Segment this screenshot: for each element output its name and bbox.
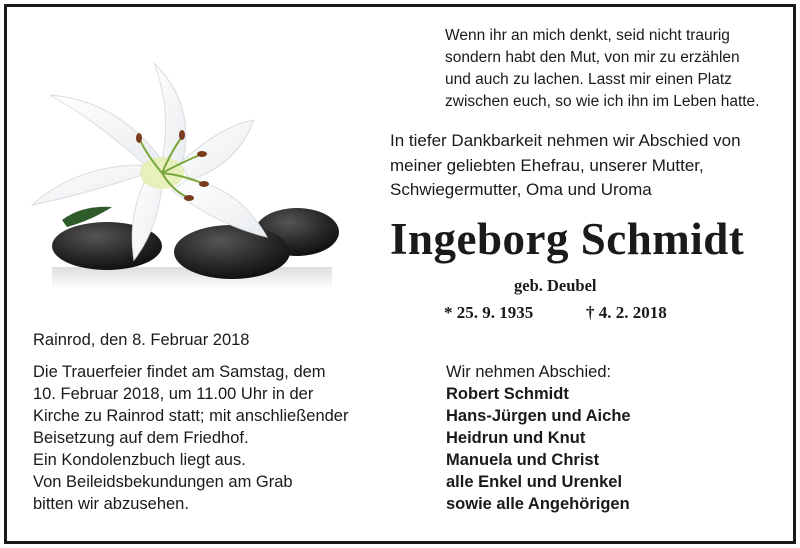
birth-date: * 25. 9. 1935 — [444, 303, 534, 322]
poem-line: Wenn ihr an mich denkt, seid nicht traurig — [445, 27, 730, 44]
service-line: Von Beileidsbekundungen am Grab — [33, 473, 293, 491]
service-line: Beisetzung auf dem Friedhof. — [33, 429, 249, 447]
gratitude-text — [390, 129, 741, 203]
mourner-name: alle Enkel und Urenkel — [446, 473, 623, 491]
gratitude-line: In tiefer Dankbarkeit nehmen wir Abschied von — [390, 131, 741, 150]
poem-line: und auch zu lachen. Lasst mir einen Platz — [445, 71, 732, 88]
service-line: Kirche zu Rainrod statt; mit anschließender — [33, 407, 349, 425]
funeral-service-info — [33, 361, 348, 515]
death-date: † 4. 2. 2018 — [586, 303, 667, 322]
poem-line: zwischen euch, so wie ich ihn im Leben hatte. — [445, 93, 760, 110]
life-dates — [444, 302, 667, 324]
gratitude-line: Schwiegermutter, Oma und Uroma — [390, 180, 652, 199]
service-line: Ein Kondolenzbuch liegt aus. — [33, 451, 246, 469]
service-line: Die Trauerfeier findet am Samstag, dem — [33, 363, 326, 381]
mourner-name: Robert Schmidt — [446, 385, 569, 403]
mourner-name: sowie alle Angehörigen — [446, 495, 630, 513]
place-date: Rainrod, den 8. Februar 2018 — [33, 331, 250, 349]
mourner-name: Hans-Jürgen und Aiche — [446, 407, 631, 425]
lily-on-stones-image — [22, 55, 342, 295]
mourner-name: Manuela und Christ — [446, 451, 600, 469]
mourners-list — [446, 361, 631, 515]
mourners-intro: Wir nehmen Abschied: — [446, 363, 612, 381]
poem — [445, 25, 759, 113]
maiden-name: geb. Deubel — [514, 276, 597, 295]
service-line: bitten wir abzusehen. — [33, 495, 189, 513]
service-line: 10. Februar 2018, um 11.00 Uhr in der — [33, 385, 314, 403]
gratitude-line: meiner geliebten Ehefrau, unserer Mutter, — [390, 155, 704, 175]
poem-line: sondern habt den Mut, von mir zu erzählen — [445, 49, 740, 66]
mourner-name: Heidrun und Knut — [446, 429, 586, 447]
deceased-name: Ingeborg Schmidt — [390, 214, 745, 264]
